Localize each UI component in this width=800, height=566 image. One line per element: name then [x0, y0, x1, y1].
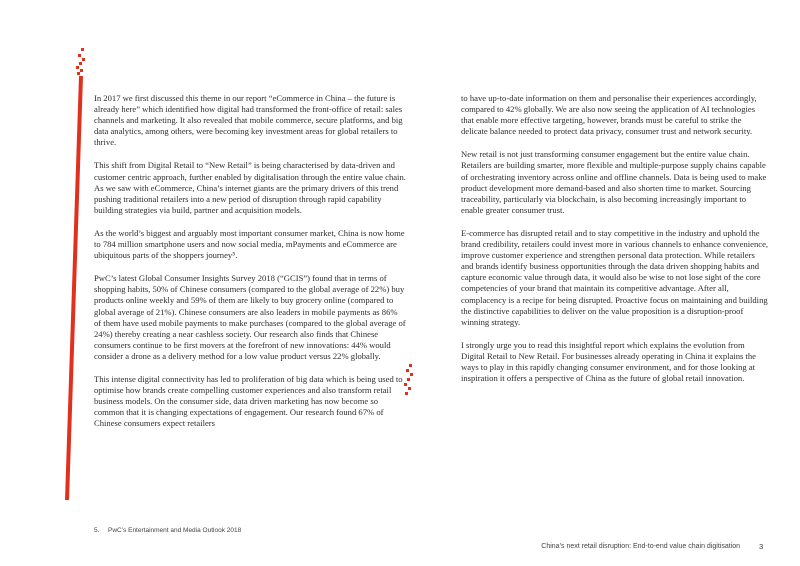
- left-text-column: [94, 93, 406, 441]
- paragraph: E-commerce has disrupted retail and to stay competitive in the industry and uphold the brand credibility, retailers could invest more in various channels to enhance convenience, improve customer experience and strengthen personal data protection. While retailers and brands identify business opportunities through the data driven shopping habits and capture economic value through data, it would also be wise to not lose sight of the core competencies of your brand that maintain its competitive advantage. After all, complacency is a recipe for being disrupted. Proactive focus on maintaining and building the distinctive capabilities to deliver on the value proposition is a disruption-proof winning strategy.: [461, 227, 769, 327]
- paragraph: This shift from Digital Retail to “New Retail” is being characterised by data-driven and customer centric approach, further enabled by digitalisation through the entire value chain. As we saw with eCommerce, China’s internet giants are the primary drivers of this trend pushing traditional retailers into a new period of disruption through rapid capability building strategies via build, partner and acquisition models.: [94, 160, 406, 215]
- paragraph: to have up-to-date information on them and personalise their experiences accordingly, compared to 42% globally. We are also now seeing the application of AI technologies that enable more effective targeting, however, brands must be careful to strike the delicate balance needed to protect data privacy, consumer trust and network security.: [461, 93, 757, 137]
- decorative-red-slash-icon: [64, 44, 94, 504]
- right-text-column: [461, 93, 769, 396]
- footer-title: China’s next retail disruption: End-to-end value chain digitisation: [541, 543, 740, 550]
- paragraph: I strongly urge you to read this insightful report which explains the evolution from Digital Retail to New Retail. For businesses already operating in China it explains the ways to play in this rapidly changing consumer environment, and for those looking at inspiration it offers a perspective of China as the future of global retail innovation.: [461, 339, 756, 384]
- paragraph: As the world’s biggest and arguably most important consumer market, China is now home to 784 million smartphone users and now social media, mPayments and eCommerce are ubiquitous parts of the shoppers journey⁵.: [94, 227, 405, 261]
- footnote-text: PwC’s Entertainment and Media Outlook 2018: [108, 527, 242, 534]
- page-number: 3: [759, 542, 764, 551]
- footnote-number: 5.: [94, 527, 100, 534]
- paragraph: This intense digital connectivity has led to proliferation of big data which is being used to optimise how brands create compelling customer experiences and also transform retail business models. On the consumer side, data driven marketing has now become so common that it is changing expectations of engagement. Our research found 67% of Chinese consumers expect retailers: [94, 373, 403, 429]
- footnote: [94, 527, 241, 534]
- paragraph: PwC’s latest Global Consumer Insights Survey 2018 (“GCIS”) found that in terms of shopping habits, 50% of Chinese consumers (compared to the global average of 22%) buy products online weekly and 59% of them are likely to buy grocery online (compared to global average of 21%). Chinese consumers are also leaders in mobile payments as 86% of them have used mobile payments to make purchases (compared to the global average of 24%) thereby creating a near cashless society. Our research also finds that Chinese consumers continue to be first movers at the forefront of new innovations: 44% would consider a drone as a delivery method for a low value product versus 22% globally.: [94, 273, 406, 361]
- paragraph: In 2017 we first discussed this theme in our report “eCommerce in China – the future is already here” which identified how digital had transformed the front-office of retail: sales channels and marketing. It also revealed that mobile commerce, secure platforms, and big data analytics, among others, were becoming key investment areas for global retailers to thrive.: [94, 93, 403, 148]
- paragraph: New retail is not just transforming consumer engagement but the entire value chain. Retailers are building smarter, more flexible and multiple-purpose supply chains capable of orchestrating inventory across online and offline channels. Data is being used to make product development more demand-based and also shorten time to market. Sourcing traceability, particularly via blockchain, is also becoming increasingly important to enable greater consumer trust.: [461, 149, 767, 215]
